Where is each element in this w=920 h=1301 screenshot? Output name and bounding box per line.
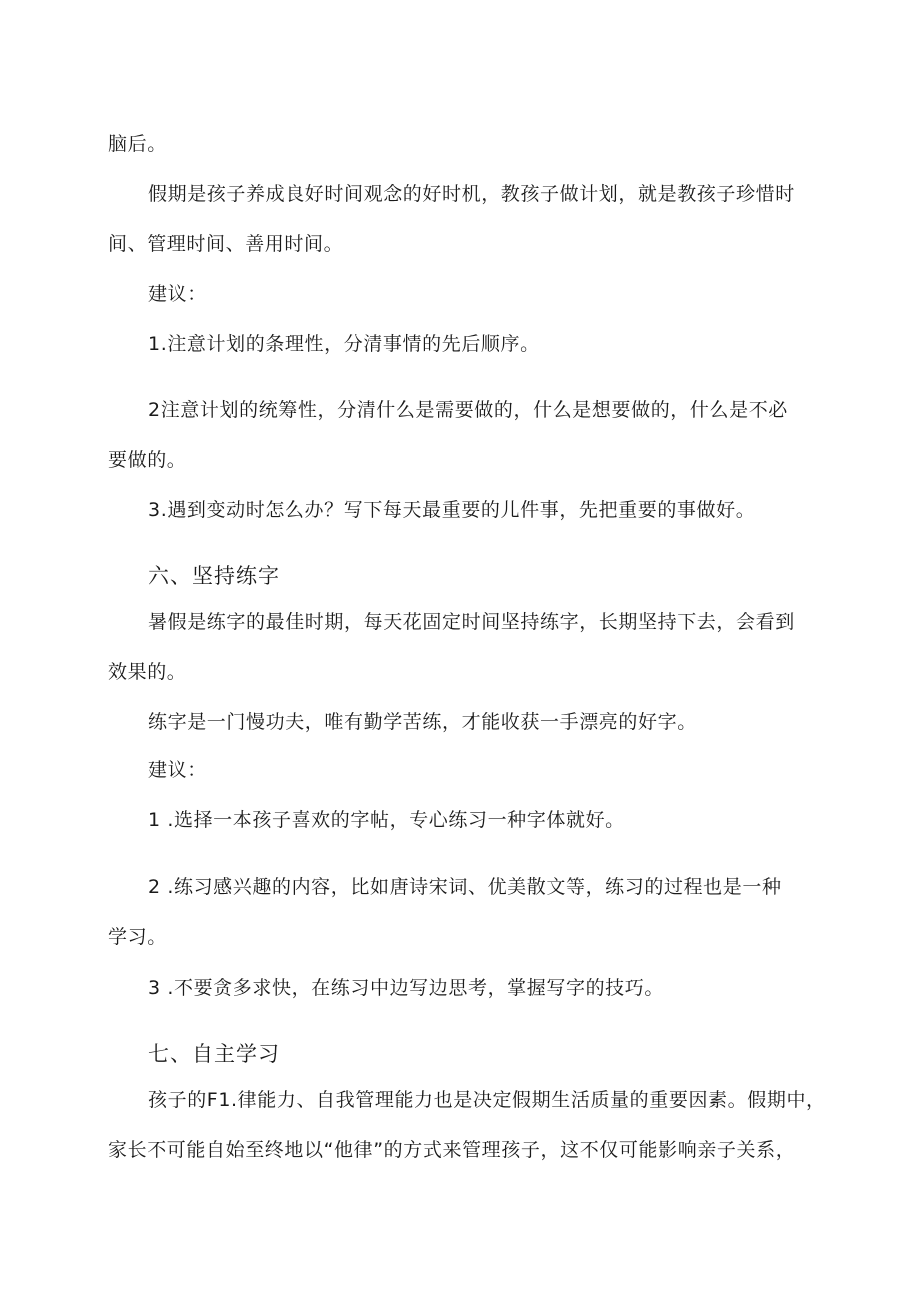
list-item: 2注意计划的统筹性，分清什么是需要做的，什么是想要做的，什么是不必 (148, 399, 788, 421)
paragraph-line: 建议： (148, 283, 207, 305)
paragraph-line: 效果的。 (108, 661, 187, 683)
list-item: 3 .不要贪多求快，在练习中边写边思考，掌握写字的技巧。 (148, 977, 664, 999)
list-item: 1.注意计划的条理性，分清事情的先后顺序。 (148, 333, 540, 355)
section-heading: 六、坚持练字 (148, 564, 280, 588)
paragraph-line: 要做的。 (108, 449, 187, 471)
section-heading: 七、自主学习 (148, 1042, 280, 1066)
paragraph-line: 家长不可能自始至终地以“他律”的方式来管理孩子，这不仅可能影响亲子关系， (108, 1139, 796, 1161)
paragraph-line: 间、管理时间、善用时间。 (108, 233, 344, 255)
paragraph-line: 假期是孩子养成良好时间观念的好时机，教孩子做计划，就是教孩子珍惜时 (148, 183, 795, 205)
paragraph-line: 孩子的F1.律能力、自我管理能力也是决定假期生活质量的重要因素。假期中， (148, 1089, 826, 1111)
paragraph-line: 建议： (148, 759, 207, 781)
paragraph-line: 脑后。 (108, 133, 167, 155)
paragraph-line: 练字是一门慢功夫，唯有勤学苦练，才能收获一手漂亮的好字。 (148, 711, 697, 733)
list-item: 1 .选择一本孩子喜欢的字帖，专心练习一种字体就好。 (148, 809, 625, 831)
list-item: 3.遇到变动时怎么办？写下每天最重要的儿件事，先把重要的事做好。 (148, 499, 756, 521)
list-item: 2 .练习感兴趣的内容，比如唐诗宋词、优美散文等，练习的过程也是一种 (148, 876, 782, 898)
paragraph-line: 学习。 (108, 926, 167, 948)
paragraph-line: 暑假是练字的最佳时期，每天花固定时间坚持练字，长期坚持下去，会看到 (148, 611, 795, 633)
